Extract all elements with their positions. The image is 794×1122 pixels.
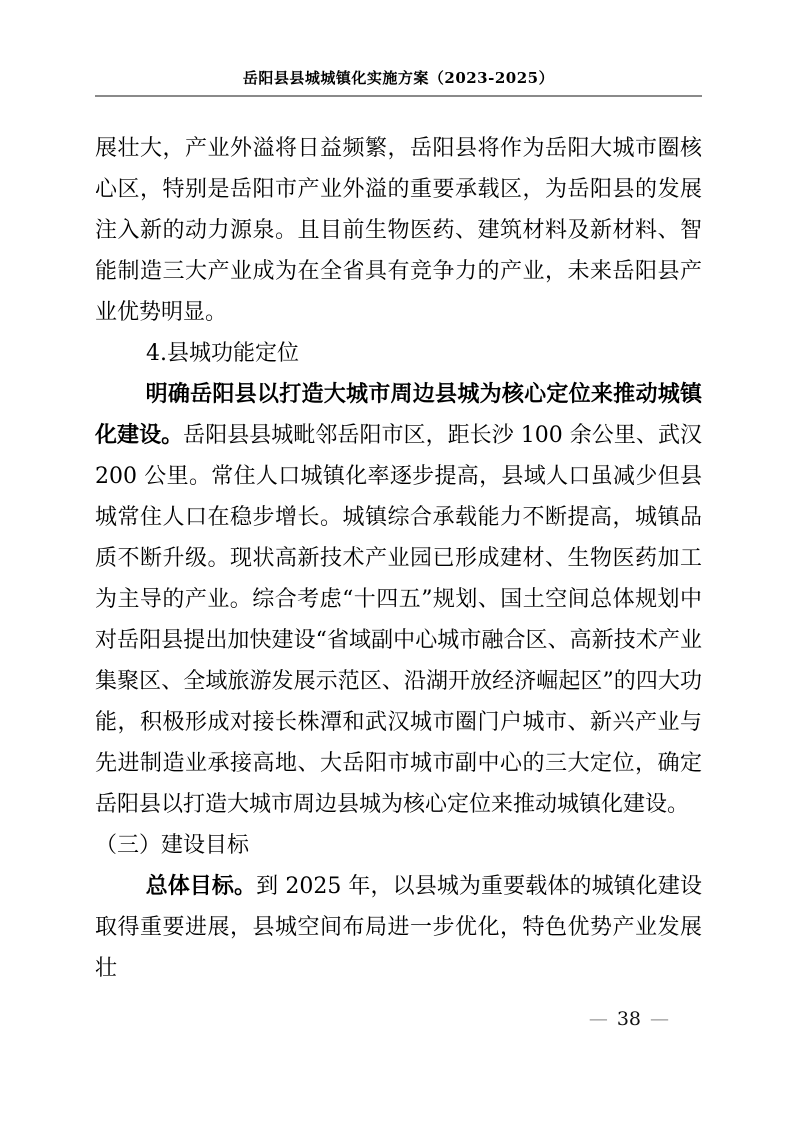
- heading-construction-goals: （三）建设目标: [95, 833, 250, 858]
- document-body: [95, 128, 702, 989]
- page-footer: [580, 1006, 678, 1032]
- page-number: 38: [616, 1008, 641, 1030]
- page-number-dash-right: —: [650, 1008, 669, 1030]
- header-title: 岳阳县县城城镇化实施方案（2023-2025）: [242, 69, 555, 87]
- paragraph-positioning-bold-lead: 明确岳阳县以打造大城市周边县城为核心定位来推动城镇化建设。: [95, 381, 702, 448]
- heading-county-functional-positioning: 4.县城功能定位: [146, 341, 299, 366]
- paragraph-overall-goal-body: 到 2025 年，以县城为重要载体的城镇化建设取得重要进展，县城空间布局进一步优化，特色优势产业发展壮: [95, 874, 702, 981]
- paragraph-positioning: [95, 374, 702, 825]
- paragraph-positioning-body: 岳阳县县城毗邻岳阳市区，距长沙 100 余公里、武汉 200 公里。常住人口城镇化率逐步提高，县域人口虽减少但县城常住人口在稳步增长。城镇综合承载能力不断提高，城镇品质不断升级。现状高新技术产业园已形成建材、生物医药加工为主导的产业。综合考虑“十四五”规划、国土空间总体规划中对岳阳县提出加快建设“省域副中心城市融合区、高新技术产业集聚区、全域旅游发展示范区、沿湖开放经济崛起区”的四大功能，积极形成对接长株潭和武汉城市圈门户城市、新兴产业与先进制造业承接高地、大岳阳市城市副中心的三大定位，确定岳阳县以打造大城市周边县城为核心定位来推动城镇化建设。: [95, 423, 702, 817]
- paragraph-overall-goal: [95, 866, 702, 989]
- paragraph-continued-from-previous-page: 展壮大，产业外溢将日益频繁，岳阳县将作为岳阳大城市圈核心区，特别是岳阳市产业外溢的重要承载区，为岳阳县的发展注入新的动力源泉。且目前生物医药、建筑材料及新材料、智能制造三大产业成为在全省具有竞争力的产业，未来岳阳县产业优势明显。: [95, 136, 702, 325]
- paragraph-overall-goal-bold-lead: 总体目标。: [145, 873, 257, 899]
- page-header: [95, 68, 702, 97]
- page-number-dash-left: —: [588, 1008, 608, 1030]
